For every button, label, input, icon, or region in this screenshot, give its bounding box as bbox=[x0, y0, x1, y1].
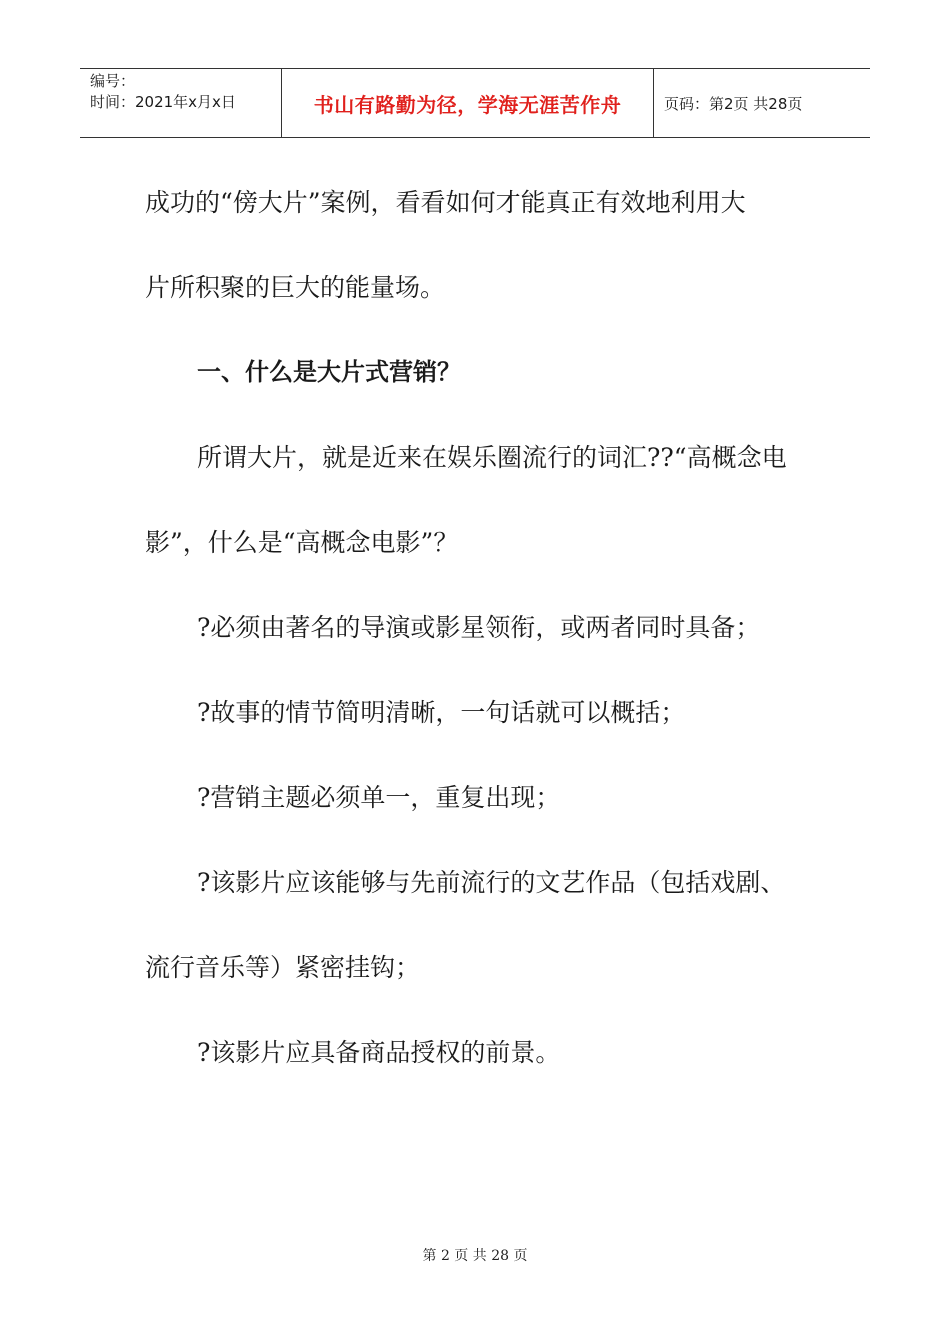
header-page-info: 页码：第2页 共28页 bbox=[664, 94, 803, 113]
paragraph-line: 影”，什么是“高概念电影”？ bbox=[145, 528, 459, 557]
list-item: ?故事的情节简明清晰，一句话就可以概括； bbox=[197, 698, 686, 727]
list-item: ?必须由著名的导演或影星领衔，或两者同时具备； bbox=[197, 613, 761, 642]
document-body bbox=[145, 160, 805, 1095]
list-item: ?该影片应具备商品授权的前景。 bbox=[197, 1038, 561, 1067]
serial-number-label: 编号： bbox=[90, 72, 136, 90]
list-item-continuation: 流行音乐等）紧密挂钩； bbox=[145, 953, 421, 982]
header-meta bbox=[80, 69, 282, 137]
list-item: ?营销主题必须单一，重复出现； bbox=[197, 783, 561, 812]
paragraph-line: 片所积聚的巨大的能量场。 bbox=[145, 273, 446, 302]
list-item: ?该影片应该能够与先前流行的文艺作品（包括戏剧、 bbox=[197, 868, 786, 897]
date-label: 时间：2021年x月x日 bbox=[90, 93, 236, 111]
section-heading: 一、什么是大片式营销？ bbox=[197, 358, 461, 386]
page-footer: 第 2 页 共 28 页 bbox=[422, 1248, 528, 1264]
document-header bbox=[80, 68, 870, 138]
paragraph-line: 成功的“傍大片”案例，看看如何才能真正有效地利用大 bbox=[145, 188, 746, 217]
paragraph-line: 所谓大片，就是近来在娱乐圈流行的词汇??“高概念电 bbox=[197, 443, 787, 472]
header-motto: 书山有路勤为径，学海无涯苦作舟 bbox=[282, 69, 654, 137]
